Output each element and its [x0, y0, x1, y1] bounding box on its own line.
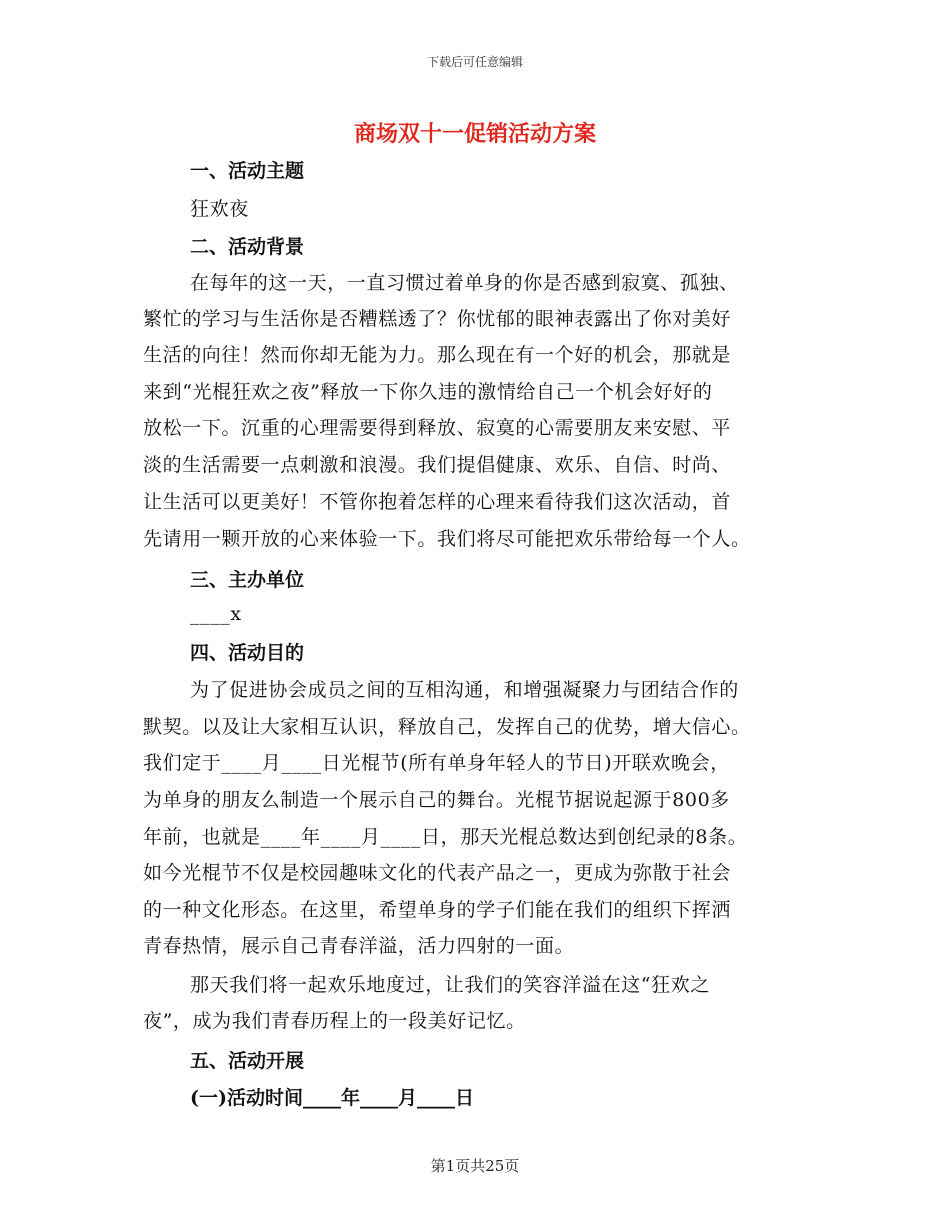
paragraph-line: 先请用一颗开放的心来体验一下。我们将尽可能把欢乐带给每一个人。 — [143, 528, 751, 550]
document-title: 商场双十一促销活动方案 — [353, 121, 596, 147]
paragraph-line: 那天我们将一起欢乐地度过，让我们的笑容洋溢在这“狂欢之 — [190, 974, 710, 996]
paragraph-line: 来到“光棍狂欢之夜”释放一下你久违的激情给自己一个机会好好的 — [143, 381, 713, 403]
paragraph-line: 繁忙的学习与生活你是否糟糕透了？你忧郁的眼神表露出了你对美好 — [143, 308, 732, 330]
paragraph-line: 默契。以及让大家相互认识，释放自己，发挥自己的优势，增大信心。 — [143, 716, 751, 738]
paragraph-line: 的一种文化形态。在这里，希望单身的学子们能在我们的组织下挥洒 — [143, 899, 732, 921]
section-5-heading: 五、活动开展 — [190, 1050, 305, 1072]
paragraph-line: 在每年的这一天，一直习惯过着单身的你是否感到寂寞、孤独、 — [190, 272, 739, 294]
section-1-heading: 一、活动主题 — [190, 160, 305, 182]
paragraph-line: 夜”，成为我们青春历程上的一段美好记忆。 — [143, 1010, 526, 1032]
section-5-subheading: (一)活动时间____年____月____日 — [190, 1087, 474, 1109]
header-note: 下载后可任意编辑 — [426, 55, 523, 69]
paragraph-line: 淡的生活需要一点刺激和浪漫。我们提倡健康、欢乐、自信、时尚、 — [143, 454, 732, 476]
paragraph-line: 我们定于____月____日光棍节(所有单身年轻人的节日)开联欢晚会， — [143, 752, 730, 774]
section-4-heading: 四、活动目的 — [190, 642, 305, 664]
section-3-content: ____x — [190, 603, 242, 625]
paragraph-line: 年前，也就是____年____月____日，那天光棍总数达到创纪录的8条。 — [143, 826, 748, 848]
paragraph-line: 青春热情，展示自己青春洋溢，活力四射的一面。 — [143, 935, 575, 957]
section-1-content: 狂欢夜 — [190, 198, 249, 220]
section-3-heading: 三、主办单位 — [190, 569, 305, 591]
page-number: 第1页共25页 — [430, 1157, 520, 1175]
paragraph-line: 生活的向往！然而你却无能为力。那么现在有一个好的机会，那就是 — [143, 344, 732, 366]
paragraph-line: 为单身的朋友么制造一个展示自己的舞台。光棍节据说起源于800多 — [143, 789, 730, 811]
paragraph-line: 让生活可以更美好！不管你抱着怎样的心理来看待我们这次活动，首 — [143, 491, 732, 513]
paragraph-line: 为了促进协会成员之间的互相沟通，和增强凝聚力与团结合作的 — [190, 679, 739, 701]
paragraph-line: 如今光棍节不仅是校园趣味文化的代表产品之一，更成为弥散于社会 — [143, 862, 732, 884]
paragraph-line: 放松一下。沉重的心理需要得到释放、寂寞的心需要朋友来安慰、平 — [143, 417, 732, 439]
section-2-heading: 二、活动背景 — [190, 236, 305, 258]
